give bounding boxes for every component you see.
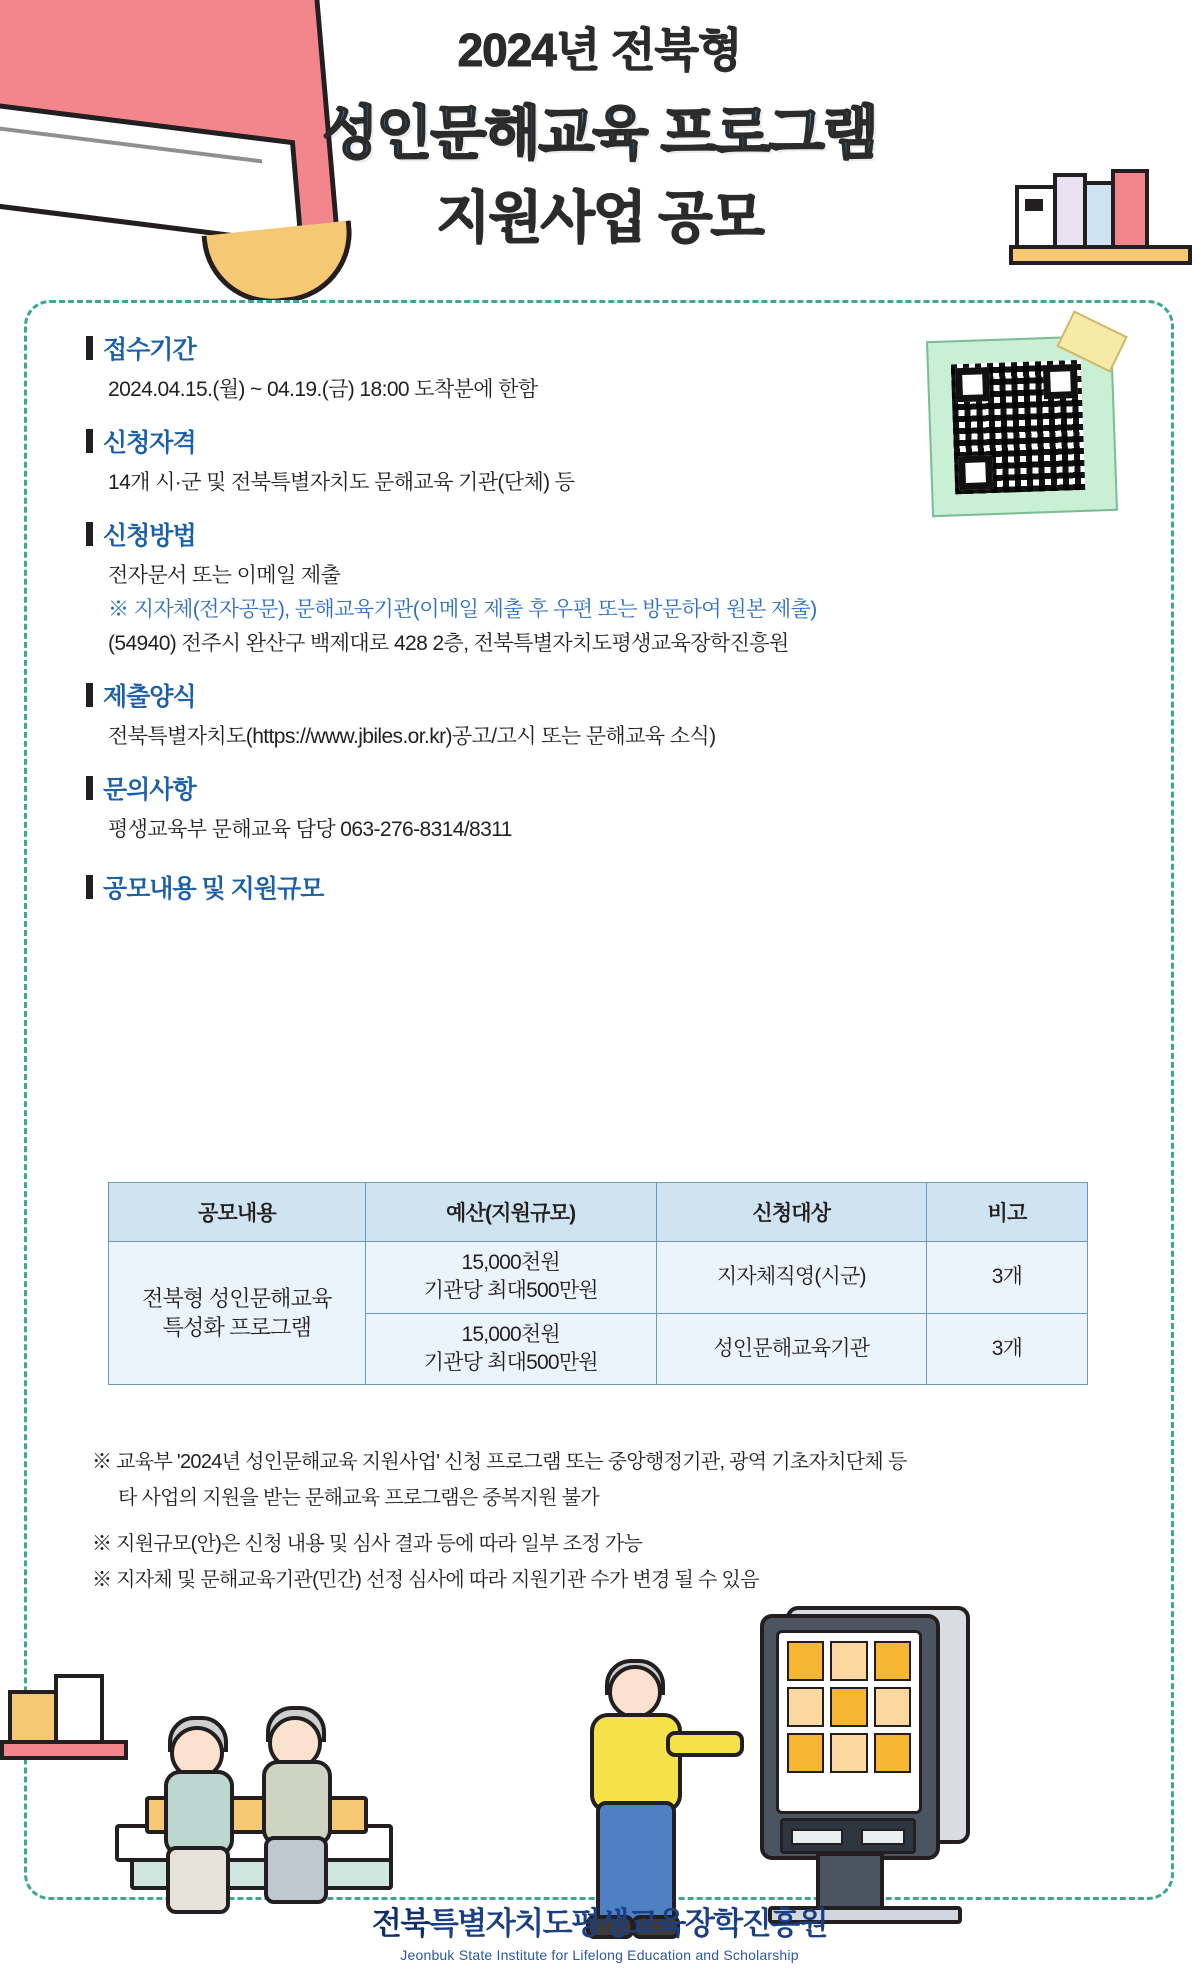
funding-table: [108, 1182, 1088, 1385]
section-heading: [86, 770, 1096, 806]
section-line: 전자문서 또는 이메일 제출: [108, 564, 341, 588]
poster-header: [0, 0, 1199, 300]
bullet-bar-icon: [86, 522, 93, 546]
section-body: [108, 466, 1096, 500]
section-program-and-funding: [86, 869, 1096, 905]
footer-logo: [0, 1898, 1199, 1963]
institute-name: [0, 1898, 1199, 1943]
table-header-cell: 신청대상: [656, 1183, 926, 1242]
footnote-line: ※ 지원규모(안)은 신청 내용 및 심사 결과 등에 따라 일부 조정 가능: [92, 1533, 643, 1555]
title-line-1: 2024년 전북형: [457, 24, 742, 76]
section-line-url[interactable]: 전북특별자치도(https://www.jbiles.or.kr)공고/고시 또는 문해교육 소식): [108, 725, 716, 749]
table-cell-target: 성인문해교육기관: [656, 1313, 926, 1385]
section-heading: [86, 869, 1096, 905]
table-header-cell: 예산(지원규모): [365, 1183, 656, 1242]
logo-part-1: 전북: [371, 1906, 429, 1941]
small-bookshelf-icon: [0, 1650, 120, 1760]
program-name-line-2: 특성화 프로그램: [162, 1315, 312, 1341]
section-eligibility: [86, 423, 1096, 500]
bullet-bar-icon: [86, 336, 93, 360]
table-header-row: [109, 1183, 1088, 1242]
section-line: 14개 시·군 및 전북특별자치도 문해교육 기관(단체) 등: [108, 471, 575, 495]
budget-line-2: 기관당 최대500만원: [423, 1279, 598, 1303]
section-how-to-apply: [86, 516, 1096, 661]
section-heading: [86, 330, 1096, 366]
logo-part-3: 평생교육장학진흥원: [571, 1906, 828, 1941]
section-inquiries: [86, 770, 1096, 847]
section-heading: [86, 423, 1096, 459]
section-title: 공모내용 및 지원규모: [103, 875, 324, 904]
budget-line-2: 기관당 최대500만원: [423, 1351, 598, 1375]
table-header-cell: 비고: [926, 1183, 1087, 1242]
section-body: [108, 720, 1096, 754]
bottom-illustration: [0, 1560, 1199, 1930]
table-header-cell: 공모내용: [109, 1183, 366, 1242]
funding-table-wrapper: [108, 1182, 1088, 1385]
table-cell-budget: [365, 1313, 656, 1385]
section-line-phone: 평생교육부 문해교육 담당 063-276-8314/8311: [108, 818, 512, 842]
section-heading: [86, 516, 1096, 552]
title-line-3: 지원사업 공모: [436, 186, 763, 249]
section-title: 제출양식: [103, 683, 196, 712]
footnote-line: ※ 지자체 및 문해교육기관(민간) 선정 심사에 따라 지원기관 수가 변경 될 수 있음: [92, 1569, 759, 1591]
section-submission-form: [86, 677, 1096, 754]
table-cell-note: 3개: [926, 1242, 1087, 1314]
section-heading: [86, 677, 1096, 713]
section-line-address: (54940) 전주시 완산구 백제대로 428 2층, 전북특별자치도평생교육장학진흥원: [108, 632, 789, 656]
section-line-note: ※ 지자체(전자공문), 문해교육기관(이메일 제출 후 우편 또는 방문하여 원본 제출): [108, 598, 817, 622]
section-line: 2024.04.15.(월) ~ 04.19.(금) 18:00 도착분에 한함: [108, 378, 538, 401]
bullet-bar-icon: [86, 875, 93, 899]
kiosk-icon: [760, 1606, 960, 1906]
table-cell-program-name: [109, 1242, 366, 1385]
table-cell-target: 지자체직영(시군): [656, 1242, 926, 1314]
section-title: 신청자격: [103, 429, 196, 458]
budget-line-1: 15,000천원: [461, 1322, 560, 1346]
table-row: [109, 1242, 1088, 1314]
section-body: [108, 813, 1096, 847]
table-cell-note: 3개: [926, 1313, 1087, 1385]
section-title: 접수기간: [103, 336, 196, 364]
title-line-2: 성인문해교육 프로그램: [322, 101, 877, 166]
footnote-line: ※ 교육부 '2024년 성인문해교육 지원사업' 신청 프로그램 또는 중앙행정기관, 광역 기초자치단체 등: [92, 1451, 907, 1473]
logo-part-2: 특별자치도: [428, 1906, 572, 1941]
footnote-line: 타 사업의 지원을 받는 문해교육 프로그램은 중복지원 불가: [118, 1487, 599, 1509]
institute-name-english: Jeonbuk State Institute for Lifelong Education and Scholarship: [400, 1947, 799, 1963]
budget-line-1: 15,000천원: [461, 1251, 560, 1274]
section-body: [108, 559, 1096, 661]
bullet-bar-icon: [86, 429, 93, 453]
bullet-bar-icon: [86, 776, 93, 800]
section-application-period: [86, 330, 1096, 407]
section-title: 신청방법: [103, 522, 196, 551]
bullet-bar-icon: [86, 683, 93, 707]
page-title: [0, 14, 1199, 254]
section-title: 문의사항: [103, 776, 196, 805]
section-body: [108, 373, 1096, 407]
program-name-line-1: 전북형 성인문해교육: [142, 1285, 332, 1311]
info-sections: [86, 330, 1096, 921]
table-cell-budget: [365, 1242, 656, 1314]
book-pile-icon: [110, 1782, 410, 1902]
